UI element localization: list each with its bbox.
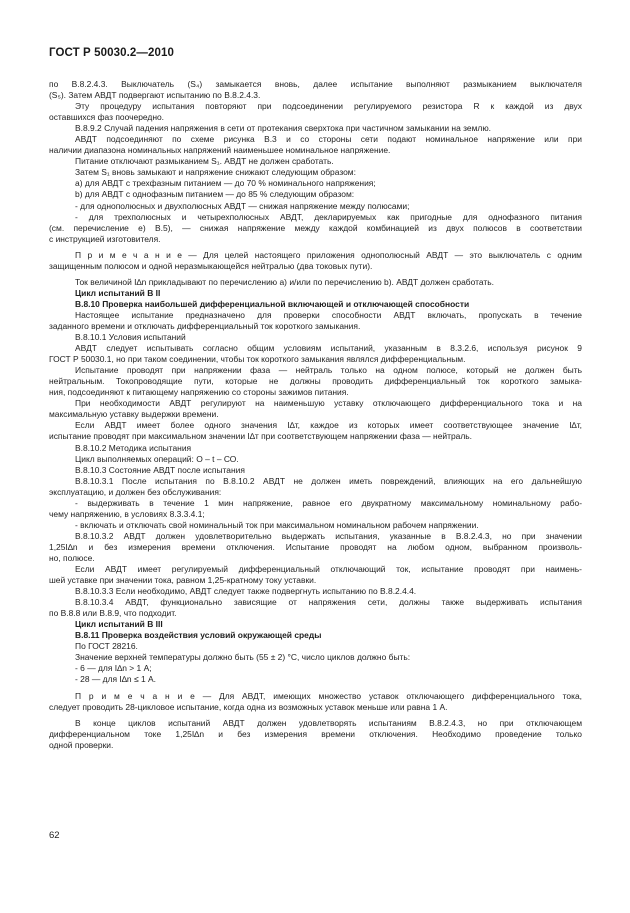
section-heading-line: Цикл испытаний В II [75, 287, 161, 298]
text-line: шей уставке при значении тока, равном 1,25-кратному току уставки. [49, 575, 317, 586]
text-line: В.8.10.3.3 Если необходимо, АВДТ следует также подвергнуть испытанию по В.8.2.4.4. [75, 586, 417, 597]
text-line: Ток величиной I∆n прикладывают по перечислению а) и/или по перечислению b). АВДТ должен сработать. [75, 276, 495, 287]
text-line: следует проводить 28-цикловое испытание, когда одна из возможных уставок меньше или равна 1 А. [49, 701, 448, 712]
text-line: по В.8.2.4.3. Выключатель (S₄) замыкается вновь, далее испытание выполняют размыканием выключателя [49, 79, 582, 89]
text-line: Цикл выполняемых операций: О – t – СО. [75, 453, 239, 464]
text-line: В.8.9.2 Случай падения напряжения в сети от протекания сверхтока при частичном замыкании на землю. [75, 123, 491, 134]
text-line: В.8.10.1 Условия испытаний [75, 332, 186, 343]
text-line: - для однополюсных и двухполюсных АВДТ — снижая напряжение между полюсами; [75, 200, 410, 211]
text-line: а) для АВДТ с трехфазным питанием — до 70 % номинального напряжения; [75, 178, 376, 189]
text-line: Если АВДТ имеет более одного значения I∆т, каждое из которых имеет соответствующее значение I∆т, [75, 420, 582, 431]
page-number: 62 [49, 830, 60, 841]
text-line: наличии диапазона номинальных напряжений наименьшее номинальное напряжение. [49, 145, 391, 156]
text-line: Питание отключают размыканием S₁. АВДТ не должен сработать. [75, 156, 334, 167]
text-line: В.8.10.2 Методика испытания [75, 442, 192, 453]
text-line: П р и м е ч а н и е — Для целей настоящего приложения однополюсный АВДТ — это выключатель с одним [75, 249, 582, 260]
text-line: - 6 — для I∆n > 1 А; [75, 663, 152, 674]
text-line: максимальную уставку выдержки времени. [49, 409, 219, 420]
text-line: испытание проводят при максимальном значении I∆т при соответствующем напряжении фаза — нейтраль. [49, 431, 473, 442]
text-line: b) для АВДТ с однофазным питанием — до 85 % следующим образом: [75, 189, 355, 200]
section-heading-line: В.8.11 Проверка воздействия условий окружающей среды [75, 630, 322, 641]
section-heading-line: Цикл испытаний В III [75, 619, 163, 630]
text-line: АВДТ следует испытывать согласно общим условиям испытаний, указанным в 8.3.2.6, используя рисунок 9 [75, 343, 582, 354]
text-line: нейтральным. Токопроводящие пути, которые не должны проводить дифференциальный ток короткого замыка- [49, 376, 582, 387]
text-line: одной проверки. [49, 739, 114, 750]
text-line: с инструкцией изготовителя. [49, 233, 161, 244]
text-line: В.8.10.3.1 После испытания по В.8.10.2 АВДТ не должен иметь повреждений, влияющих на его дальнейшую [75, 475, 582, 486]
text-line: оставшихся фаз поочередно. [49, 112, 165, 123]
text-line: Значение верхней температуры должно быть (55 ± 2) °С, число циклов должно быть: [75, 652, 411, 663]
document-header: ГОСТ Р 50030.2—2010 [49, 47, 174, 59]
text-line: - включать и отключать свой номинальный ток при максимальном номинальном рабочем напряжении. [75, 519, 479, 530]
text-line: 1,25I∆n и без измерения времени отключения. Испытание проводят на любом одном, выбранном произволь- [49, 541, 582, 552]
text-line: - для трехполюсных и четырехполюсных АВДТ, декларируемых как пригодные для однофазного питания [75, 211, 582, 222]
text-line: Если АВДТ имеет регулируемый дифференциальный отключающий ток, испытание проводят при наимень- [75, 564, 582, 575]
text-line: ния, подсоединяют к питающему напряжению со стороны зажимов питания. [49, 387, 349, 398]
section-heading-line: В.8.10 Проверка наибольшей дифференциальной включающей и отключающей способности [75, 298, 470, 309]
text-line: - выдерживать в течение 1 мин напряжение, равное его двукратному максимальному номинальному рабо- [75, 497, 582, 508]
text-line: но, полюсе. [49, 552, 95, 563]
text-line: АВДТ подсоединяют по схеме рисунка В.3 и со стороны сети подают номинальное напряжение или при [75, 134, 582, 145]
text-line: ГОСТ Р 50030.1, но при таком соединении, чтобы ток короткого замыкания являлся дифференциальным. [49, 354, 466, 365]
text-line: В.8.10.3.2 АВДТ должен удовлетворительно выдержать испытания, указанные в В.8.2.4.3, но при значении [75, 530, 582, 541]
text-line: (см. перечисление е) В.5), — снижая напряжение между каждой комбинацией из двух полюсов в соответствии [49, 222, 582, 233]
document-body [49, 79, 582, 751]
text-line: Испытание проводят при напряжении фаза — нейтраль только на одном полюсе, который не должен быть [75, 365, 582, 376]
text-line: В.8.10.3.4 АВДТ, функционально зависящие от напряжения сети, должны также выдерживать испытания [75, 597, 582, 608]
text-line: эксплуатацию, и должен без обслуживания: [49, 486, 222, 497]
text-line: Эту процедуру испытания повторяют при подсоединении регулируемого резистора R к каждой из двух [75, 101, 582, 112]
text-line: В конце циклов испытаний АВДТ должен удовлетворять испытаниям В.8.2.4.3, но при отключающем [75, 717, 582, 728]
text-line: (S₅). Затем АВДТ подвергают испытанию по В.8.2.4.3. [49, 90, 261, 101]
text-line: по В.8.8 или В.8.9, что подходит. [49, 608, 177, 619]
text-line: - 28 — для I∆n ≤ 1 А. [75, 674, 156, 685]
text-line: заданного времени и отключать дифференциальный ток короткого замыкания. [49, 320, 361, 331]
text-line: По ГОСТ 28216. [75, 641, 138, 652]
text-line: Затем S₁ вновь замыкают и напряжение снижают следующим образом: [75, 167, 356, 178]
text-line: При необходимости АВДТ регулируют на наименьшую уставку отключающего дифференциального тока и на [75, 398, 582, 409]
text-line: П р и м е ч а н и е — Для АВДТ, имеющих множество уставок отключающего дифференциального тока, [75, 690, 582, 701]
text-line: В.8.10.3 Состояние АВДТ после испытания [75, 464, 245, 475]
text-line: дифференциальном токе 1,25I∆n и без измерения времени отключения. Необходимо проведение только [49, 728, 582, 739]
text-line: чему напряжению, в условиях 8.3.3.4.1; [49, 508, 205, 519]
text-line: Настоящее испытание предназначено для проверки способности АВДТ включать, пропускать в течение [75, 309, 582, 320]
text-line: защищенным полюсом и одной неразмыкающейся нейтралью (два токовых пути). [49, 260, 373, 271]
